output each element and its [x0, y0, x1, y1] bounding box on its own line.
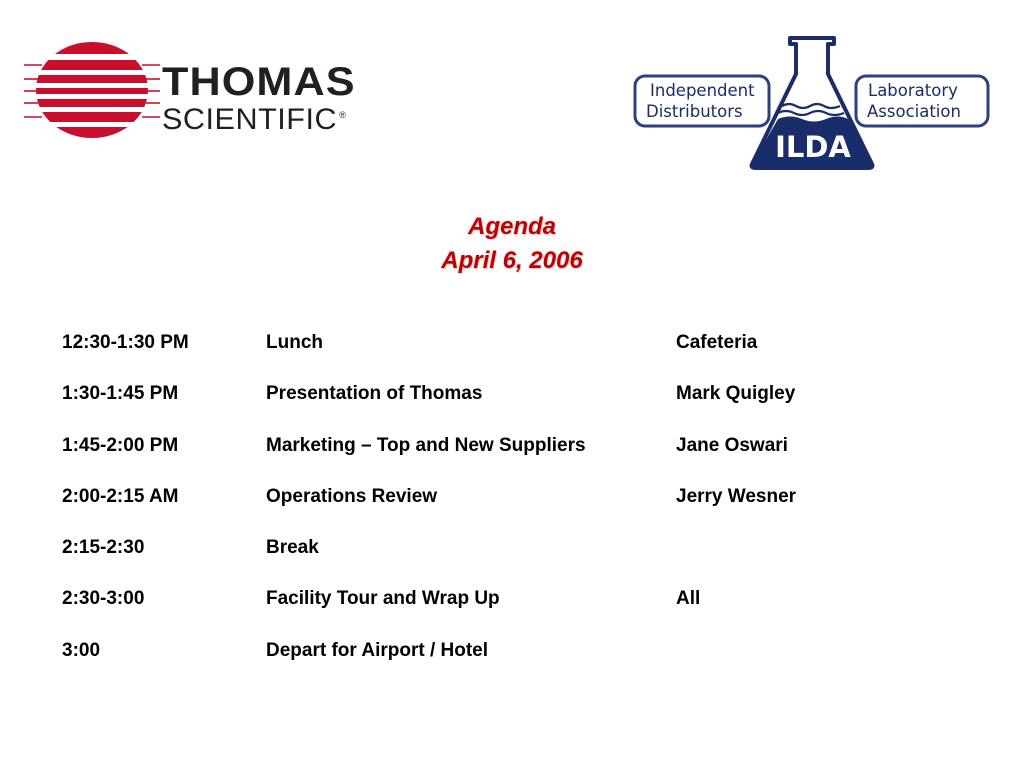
ilda-logo: [632, 34, 992, 170]
agenda-topic: Facility Tour and Wrap Up: [266, 588, 500, 610]
agenda-presenter: Jane Oswari: [676, 434, 788, 456]
agenda-topic: Break: [266, 537, 319, 559]
agenda-topic: Presentation of Thomas: [266, 383, 483, 405]
agenda-time: 1:45-2:00 PM: [62, 434, 179, 456]
agenda-presenter: Cafeteria: [676, 332, 758, 353]
agenda-presenter: All: [676, 588, 701, 610]
agenda-row: [62, 535, 962, 586]
agenda-time: 2:30-3:00: [62, 588, 145, 610]
agenda-time: 12:30-1:30 PM: [62, 332, 189, 353]
agenda-presenter: Jerry Wesner: [676, 485, 797, 507]
ilda-label-distributors: Distributors: [646, 102, 743, 121]
ilda-acronym: ILDA: [775, 130, 851, 164]
agenda-time: 2:00-2:15 AM: [62, 485, 179, 507]
agenda-topic: Marketing – Top and New Suppliers: [266, 434, 586, 456]
thomas-logo-subname: SCIENTIFIC ®: [162, 103, 347, 136]
agenda-table: [62, 330, 962, 689]
agenda-date: April 6, 2006: [441, 247, 583, 274]
ilda-label-association: Association: [867, 102, 961, 121]
ilda-label-independent: Independent: [650, 81, 755, 100]
agenda-time: 1:30-1:45 PM: [62, 383, 179, 405]
agenda-time: 2:15-2:30: [62, 537, 145, 559]
agenda-row: [62, 586, 962, 637]
agenda-topic: Lunch: [266, 332, 323, 353]
agenda-row: [62, 330, 962, 381]
page-title: Agenda: [467, 213, 556, 240]
thomas-logo-name: THOMAS: [162, 60, 356, 104]
thomas-scientific-logo: [22, 40, 382, 140]
agenda-presenter: Mark Quigley: [676, 383, 796, 405]
agenda-row: [62, 381, 962, 432]
agenda-row: [62, 433, 962, 484]
agenda-topic: Operations Review: [266, 485, 438, 507]
thomas-striped-sphere-icon: [22, 40, 162, 140]
agenda-time: 3:00: [62, 639, 101, 661]
agenda-heading: [0, 210, 1024, 278]
agenda-topic: Depart for Airport / Hotel: [266, 639, 489, 661]
agenda-row: [62, 484, 962, 535]
agenda-row: [62, 638, 962, 689]
ilda-label-laboratory: Laboratory: [868, 81, 958, 100]
registered-mark: ®: [339, 110, 347, 120]
